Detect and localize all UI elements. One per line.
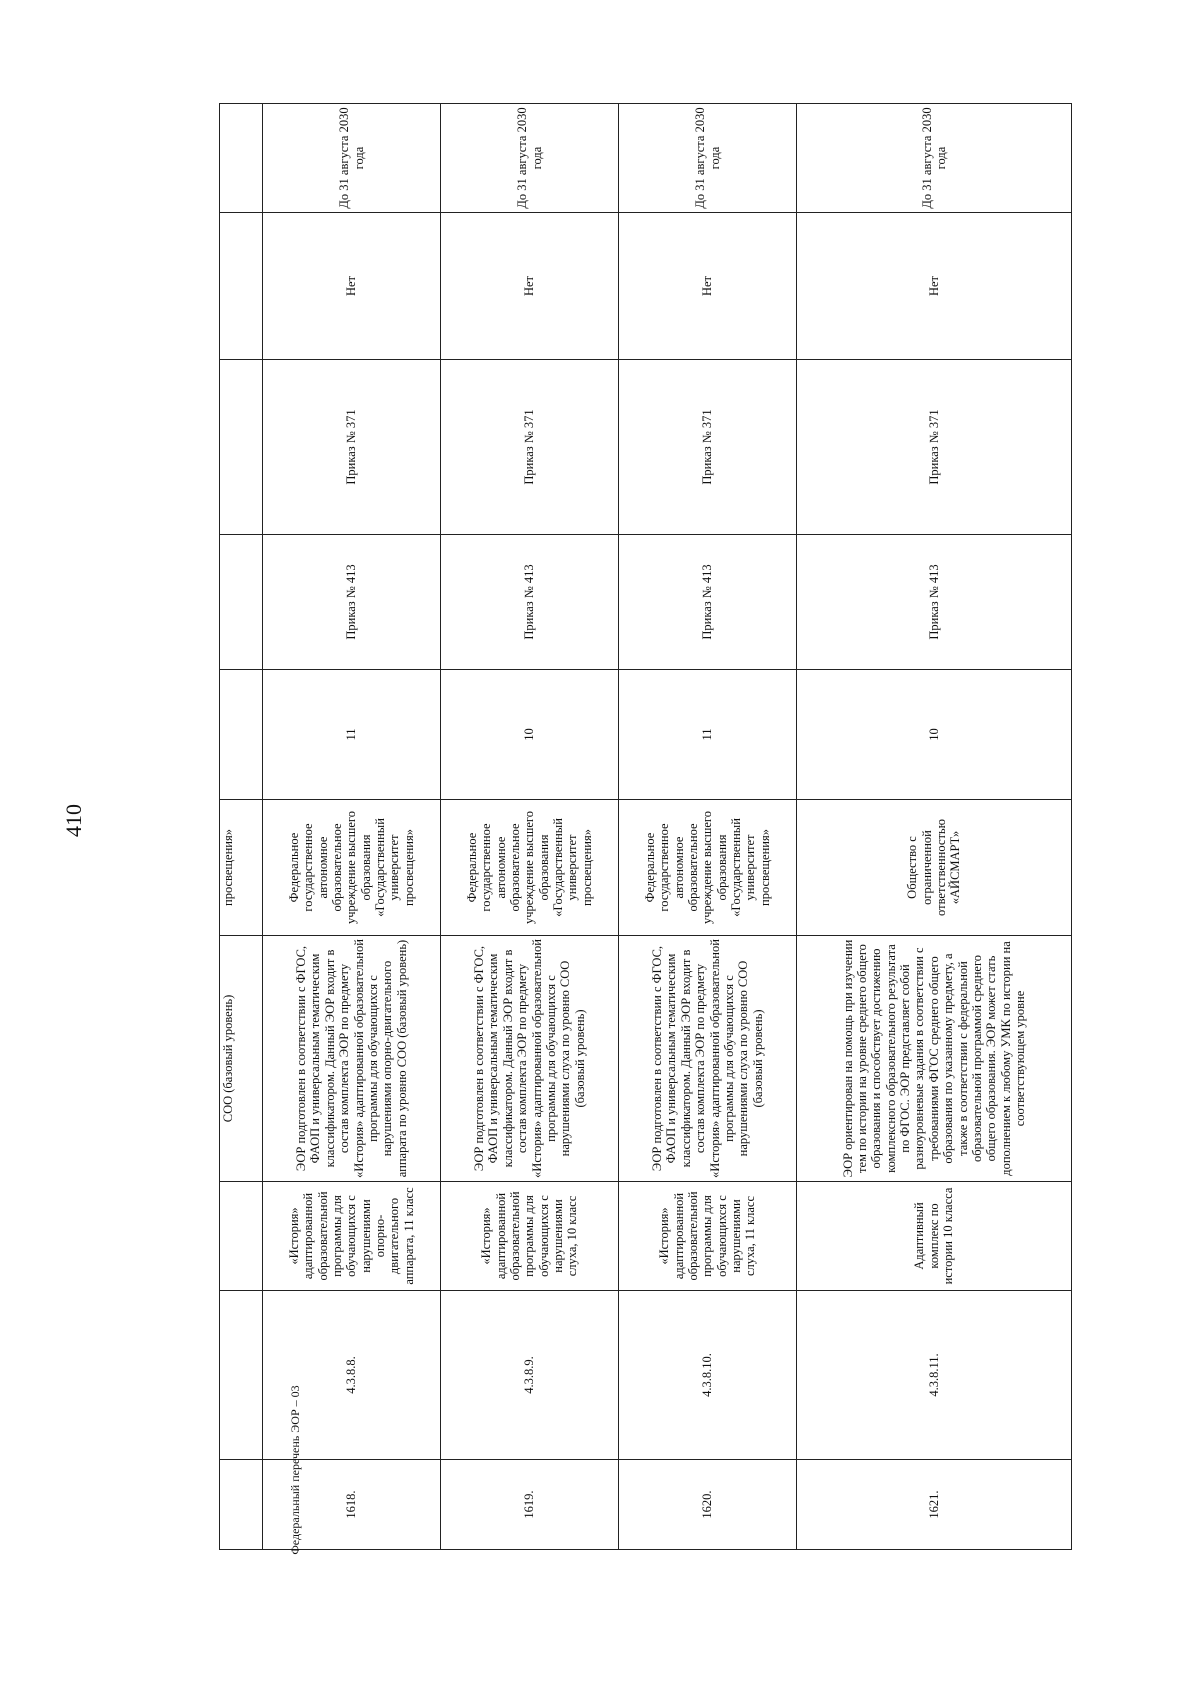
row-organization: Федеральное государственное автономное образовательное учреждение высшего образования «Государственный университет просвещения» — [619, 800, 797, 936]
header-cell — [220, 535, 263, 670]
row-number: 1621. — [797, 1460, 1072, 1550]
row-flag: Нет — [619, 213, 797, 360]
row-flag: Нет — [441, 213, 619, 360]
document-table-container — [219, 104, 1095, 1550]
header-cell — [220, 1460, 263, 1550]
row-code: 4.3.8.11. — [797, 1291, 1072, 1460]
row-organization: Общество с ограниченной ответственностью «АЙСМАРТ» — [797, 800, 1072, 936]
row-flag: Нет — [263, 213, 441, 360]
row-grade: 11 — [619, 670, 797, 800]
header-row — [220, 104, 263, 1550]
row-name: «История» адаптированной образовательной программы для обучающихся с нарушениями слуха, 10 класс — [441, 1182, 619, 1291]
row-term: До 31 августа 2030 года — [263, 104, 441, 213]
row-term: До 31 августа 2030 года — [619, 104, 797, 213]
row-description: ЭОР подготовлен в соответствии с ФГОС, ФАОП и универсальным тематическим классификатором. Данный ЭОР входит в состав комплекта ЭОР по предмету «История» адаптированной образовательной программы для обучающихся с нарушениями опорно-двигательного аппарата по уровню СОО (базовый уровень) — [263, 936, 441, 1182]
row-term: До 31 августа 2030 года — [441, 104, 619, 213]
row-code: 4.3.8.9. — [441, 1291, 619, 1460]
row-order-371: Приказ № 371 — [441, 360, 619, 535]
row-number: 1618. — [263, 1460, 441, 1550]
table-row — [619, 104, 797, 1550]
header-cell — [220, 670, 263, 800]
row-grade: 10 — [797, 670, 1072, 800]
footer-text: Федеральный перечень ЭОР – 03 — [288, 1385, 302, 1555]
row-order-371: Приказ № 371 — [263, 360, 441, 535]
row-name: «История» адаптированной образовательной программы для обучающихся с нарушениями опорно-двигательного аппарата, 11 класс — [263, 1182, 441, 1291]
header-cell — [220, 213, 263, 360]
row-code: 4.3.8.10. — [619, 1291, 797, 1460]
row-number: 1619. — [441, 1460, 619, 1550]
row-number: 1620. — [619, 1460, 797, 1550]
header-cell — [220, 1291, 263, 1460]
row-grade: 10 — [441, 670, 619, 800]
row-description: ЭОР ориентирован на помощь при изучении тем по истории на уровне среднего общего образования и способствует достижению комплексного образовательного результата по ФГОС. ЭОР представляет собой разноуровневые задания в соответствии с требованиями ФГОС среднего общего образования по указанному предмету, а также в соответствии с федеральной образовательной программой среднего общего образования. ЭОР может стать дополнением к любому УМК по истории на соответствующем уровне — [797, 936, 1072, 1182]
row-order-371: Приказ № 371 — [797, 360, 1072, 535]
header-cell: просвещения» — [220, 800, 263, 936]
header-cell — [220, 104, 263, 213]
row-name: «История» адаптированной образовательной программы для обучающихся с нарушениями слуха, 11 класс — [619, 1182, 797, 1291]
header-cell — [220, 1182, 263, 1291]
table-row — [797, 104, 1072, 1550]
table-row — [441, 104, 619, 1550]
row-flag: Нет — [797, 213, 1072, 360]
row-name: Адаптивный комплекс по истории 10 класса — [797, 1182, 1072, 1291]
row-description: ЭОР подготовлен в соответствии с ФГОС, ФАОП и универсальным тематическим классификатором. Данный ЭОР входит в состав комплекта ЭОР по предмету «История» адаптированной образовательной программы для обучающихся с нарушениями слуха по уровню СОО (базовый уровень) — [441, 936, 619, 1182]
row-order-371: Приказ № 371 — [619, 360, 797, 535]
eor-table — [219, 103, 1072, 1550]
row-order-413: Приказ № 413 — [263, 535, 441, 670]
header-cell: СОО (базовый уровень) — [220, 936, 263, 1182]
row-code: 4.3.8.8. — [263, 1291, 441, 1460]
row-order-413: Приказ № 413 — [619, 535, 797, 670]
row-order-413: Приказ № 413 — [797, 535, 1072, 670]
row-grade: 11 — [263, 670, 441, 800]
row-organization: Федеральное государственное автономное образовательное учреждение высшего образования «Государственный университет просвещения» — [263, 800, 441, 936]
header-cell — [220, 360, 263, 535]
page-number: 410 — [61, 804, 86, 837]
row-order-413: Приказ № 413 — [441, 535, 619, 670]
row-term: До 31 августа 2030 года — [797, 104, 1072, 213]
row-organization: Федеральное государственное автономное образовательное учреждение высшего образования «Государственный университет просвещения» — [441, 800, 619, 936]
row-description: ЭОР подготовлен в соответствии с ФГОС, ФАОП и универсальным тематическим классификатором. Данный ЭОР входит в состав комплекта ЭОР по предмету «История» адаптированной образовательной программы для обучающихся с нарушениями слуха по уровню СОО (базовый уровень) — [619, 936, 797, 1182]
